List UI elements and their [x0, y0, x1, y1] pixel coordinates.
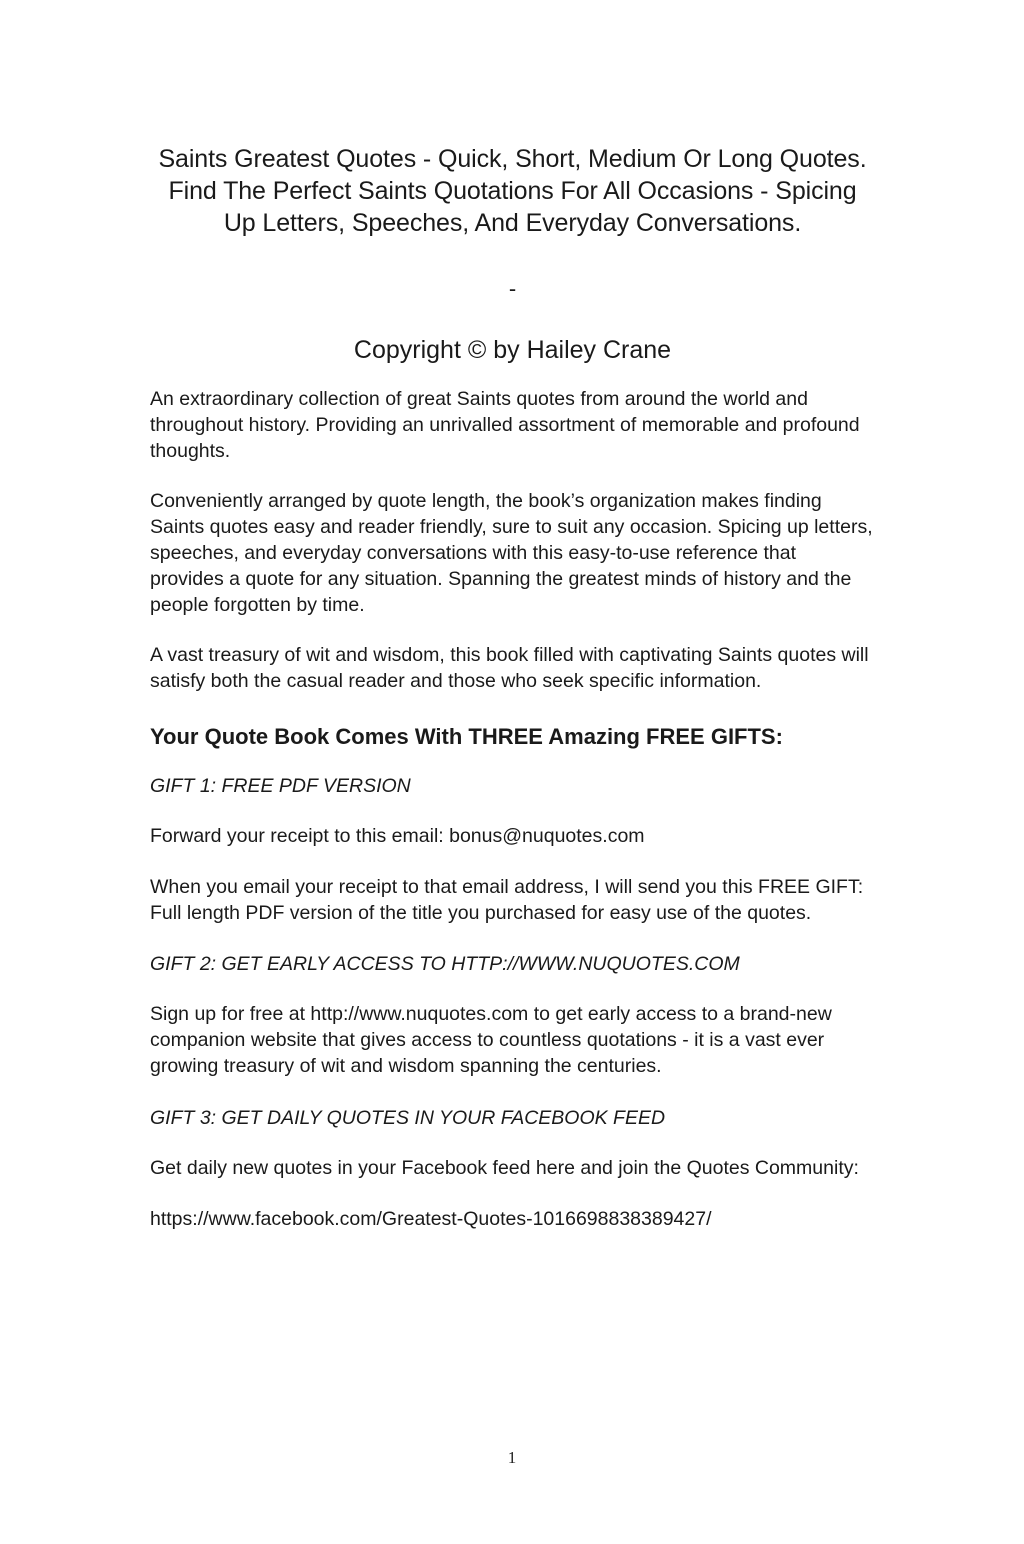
intro-paragraph: Conveniently arranged by quote length, the book’s organization makes finding Saints quotes easy and reader friendly, sure to suit any occasion. Spicing up letters, speeches, and everyday conversations with this easy-to-use reference that provides a quote for any situation. Spanning the greatest minds of history and the people forgotten by time. — [150, 490, 873, 616]
gift-title: GIFT 1: FREE PDF VERSION — [150, 774, 411, 797]
gift-paragraph: Get daily new quotes in your Facebook feed here and join the Quotes Community: — [150, 1156, 859, 1179]
gift-paragraph: Sign up for free at http://www.nuquotes.com to get early access to a brand-new companion website that gives access to countless quotations - it is a vast ever growing treasury of wit and wisdom spanning the centuries. — [150, 1003, 832, 1077]
gift-paragraph: When you email your receipt to that email address, I will send you this FREE GIFT: Full length PDF version of the title you purchased for easy use of the quotes. — [150, 875, 864, 924]
gifts-heading: Your Quote Book Comes With THREE Amazing FREE GIFTS: — [150, 723, 783, 749]
gift-title: GIFT 3: GET DAILY QUOTES IN YOUR FACEBOOK FEED — [150, 1106, 666, 1129]
separator: - — [508, 276, 517, 301]
facebook-link[interactable]: https://www.facebook.com/Greatest-Quotes-1016698838389427/ — [150, 1207, 712, 1230]
intro-paragraph: A vast treasury of wit and wisdom, this book filled with captivating Saints quotes will satisfy both the casual reader and those who seek specific information. — [150, 644, 869, 693]
document-page — [150, 143, 875, 1232]
copyright-line: Copyright © by Hailey Crane — [353, 336, 672, 364]
book-title: Saints Greatest Quotes - Quick, Short, Medium Or Long Quotes. Find The Perfect Saints Quotations For All Occasions - Spicing Up Letters, Speeches, And Everyday Conversations. — [158, 145, 867, 237]
gift-title: GIFT 2: GET EARLY ACCESS TO HTTP://WWW.NUQUOTES.COM — [150, 953, 740, 976]
gift-paragraph: Forward your receipt to this email: bonus@nuquotes.com — [150, 824, 645, 847]
page-number: 1 — [507, 1448, 517, 1467]
intro-paragraph: An extraordinary collection of great Saints quotes from around the world and throughout history. Providing an unrivalled assortment of memorable and profound thoughts. — [150, 388, 860, 462]
